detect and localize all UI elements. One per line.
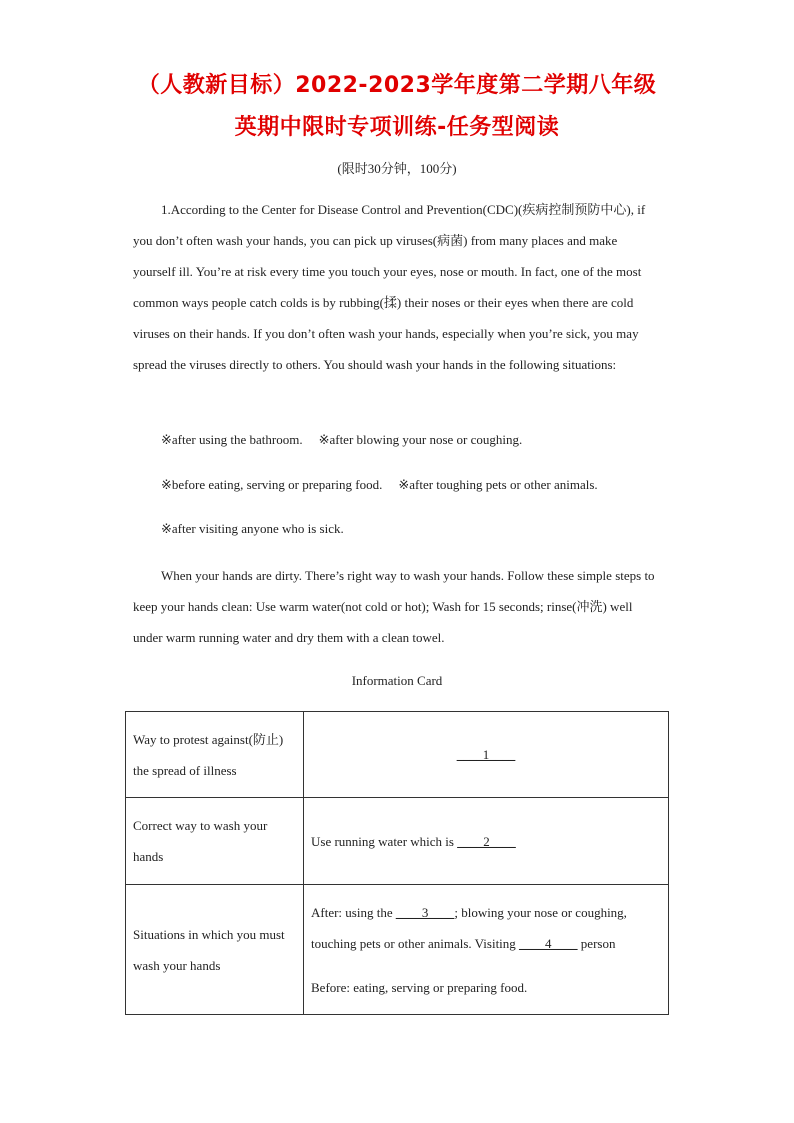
before-situations: Before: eating, serving or preparing food. [311, 979, 528, 995]
bullet-line-2 [161, 477, 598, 493]
paragraph-2-text: When your hands are dirty. There’s right way to wash your hands. Follow these simple steps to keep your hands clean: Use warm water(not cold or hot); Wash for 15 seconds; rinse(冲洗) well under warm running water and dry them with a clean towel. [133, 568, 655, 645]
row-label: Way to protest against(防止) the spread of illness [126, 712, 304, 798]
bullet-item: ※after using the bathroom. [161, 432, 303, 447]
bullet-line-1 [161, 432, 522, 448]
bullet-item: ※after toughing pets or other animals. [398, 477, 598, 492]
document-title-line2: 英期中限时专项训练-任务型阅读 [234, 115, 560, 140]
answer-blank-3[interactable]: ____3____ [395, 904, 455, 920]
table-row [126, 712, 669, 798]
row-label: Situations in which you must wash your hands [126, 885, 304, 1015]
row-label: Correct way to wash your hands [126, 798, 304, 885]
information-card-table [125, 711, 669, 1015]
information-card-title: Information Card [351, 673, 443, 688]
bullet-item: ※after visiting anyone who is sick. [161, 521, 344, 536]
answer-blank-4[interactable]: ____4____ [519, 935, 578, 951]
bullet-item: ※after blowing your nose or coughing. [318, 432, 523, 447]
document-title-line1: （人教新目标）2022-2023学年度第二学期八年级 [137, 73, 657, 98]
passage-paragraph-2 [133, 560, 663, 653]
table-row [126, 798, 669, 885]
after-prefix: After: using the [311, 904, 396, 920]
answer-prefix: Use running water which is [311, 833, 458, 849]
after-mid: ; blowing your nose or coughing, touching pets or other animals. Visiting [311, 904, 627, 951]
answer-blank-2[interactable]: ____2____ [457, 833, 516, 849]
paragraph-1-text: 1.According to the Center for Disease Control and Prevention(CDC)(疾病控制预防中心), if you don’t often wash your hands, you can pick up viruses(病菌) from many places and make yourself ill. You’re at risk every time you touch your eyes, nose or mouth. In fact, one of the most common ways people catch colds is by rubbing(揉) their noses or their eyes when there are cold viruses on their hands. If you don’t often wash your hands, especially when you’re sick, you may spread the viruses directly to others. You should wash your hands in the following situations: [133, 202, 646, 372]
answer-blank-1[interactable]: ____1____ [456, 747, 516, 762]
after-situations [311, 897, 661, 959]
answer-cell [304, 885, 669, 1015]
table-row [126, 885, 669, 1015]
time-limit-note: (限时30分钟，100分) [337, 161, 457, 176]
answer-cell [304, 798, 669, 885]
after-suffix: person [577, 935, 616, 951]
bullet-line-3 [161, 521, 344, 537]
answer-cell [304, 712, 669, 798]
bullet-item: ※before eating, serving or preparing food. [161, 477, 383, 492]
passage-paragraph-1 [133, 194, 663, 380]
